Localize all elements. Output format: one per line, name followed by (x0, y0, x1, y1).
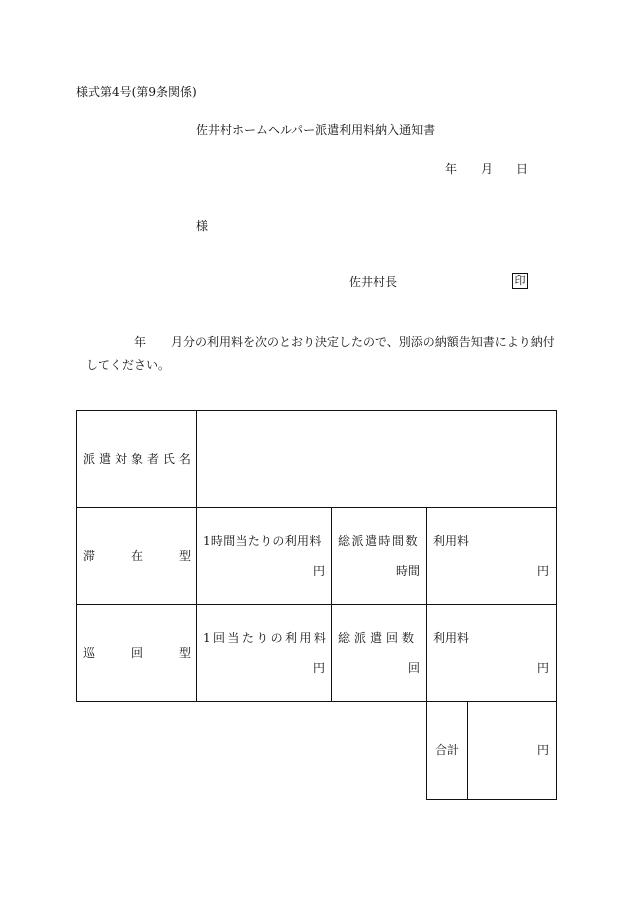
patrol-total-visits-label: 総派遣回数 (338, 631, 419, 645)
total-unit: 円 (536, 743, 549, 757)
label-char: 名 (178, 452, 191, 466)
label-char: 氏 (162, 452, 175, 466)
stay-fee-label: 利用料 (433, 534, 470, 548)
document-title: 佐井村ホームヘルパー派遣利用料納入通知書 (196, 123, 436, 137)
table-border (76, 410, 557, 411)
stay-fee-unit: 円 (312, 564, 325, 578)
table-border (76, 604, 557, 605)
stay-fee-per-hour-label: 1時間当たりの利用料 (203, 534, 322, 548)
stay-hours-unit: 時間 (395, 564, 420, 578)
date-month-label: 月 (481, 162, 494, 176)
table-border (426, 799, 557, 800)
label-char: 滞 (83, 549, 96, 563)
patrol-visits-unit: 回 (407, 661, 420, 675)
patrol-fee-label: 利用料 (433, 631, 470, 645)
notice-line1-rest: 月分の利用料を次のとおり決定したので、別添の納額告知書により納付 (171, 335, 555, 349)
table-border (76, 410, 77, 702)
recipient-name-label (83, 452, 191, 466)
table-border (196, 410, 197, 702)
seal-mark: 印 (512, 273, 528, 289)
date-year-label: 年 (445, 162, 458, 176)
total-label: 合計 (435, 743, 460, 757)
table-border (76, 507, 557, 508)
issuer-name: 佐井村長 (349, 275, 398, 289)
label-char: 派 (83, 452, 96, 466)
patrol-fee-per-visit-label: 1回当たりの利用料 (203, 631, 329, 645)
label-char: 在 (130, 549, 143, 563)
form-number: 様式第4号(第9条関係) (76, 85, 197, 99)
patrol-type-label (83, 646, 191, 660)
label-char: 対 (114, 452, 127, 466)
label-char: 型 (178, 646, 191, 660)
date-day-label: 日 (516, 162, 529, 176)
table-border (76, 701, 557, 702)
table-border (467, 701, 468, 800)
notice-text-line1 (134, 335, 555, 349)
label-char: 型 (178, 549, 191, 563)
patrol-fee-amount-unit: 円 (536, 661, 549, 675)
stay-type-label (83, 549, 191, 563)
label-char: 者 (146, 452, 159, 466)
label-char: 象 (130, 452, 143, 466)
notice-year-suffix: 年 (134, 335, 147, 349)
label-char: 回 (130, 646, 143, 660)
addressee-honorific: 様 (196, 219, 209, 233)
label-char: 遣 (98, 452, 111, 466)
table-border (331, 507, 332, 702)
stay-fee-amount-unit: 円 (536, 564, 549, 578)
table-border (426, 507, 427, 800)
table-border (556, 410, 557, 800)
stay-total-hours-label: 総派遣時間数 (338, 534, 420, 548)
patrol-fee-unit: 円 (312, 661, 325, 675)
label-char: 巡 (83, 646, 96, 660)
notice-text-line2: してください。 (86, 358, 171, 372)
